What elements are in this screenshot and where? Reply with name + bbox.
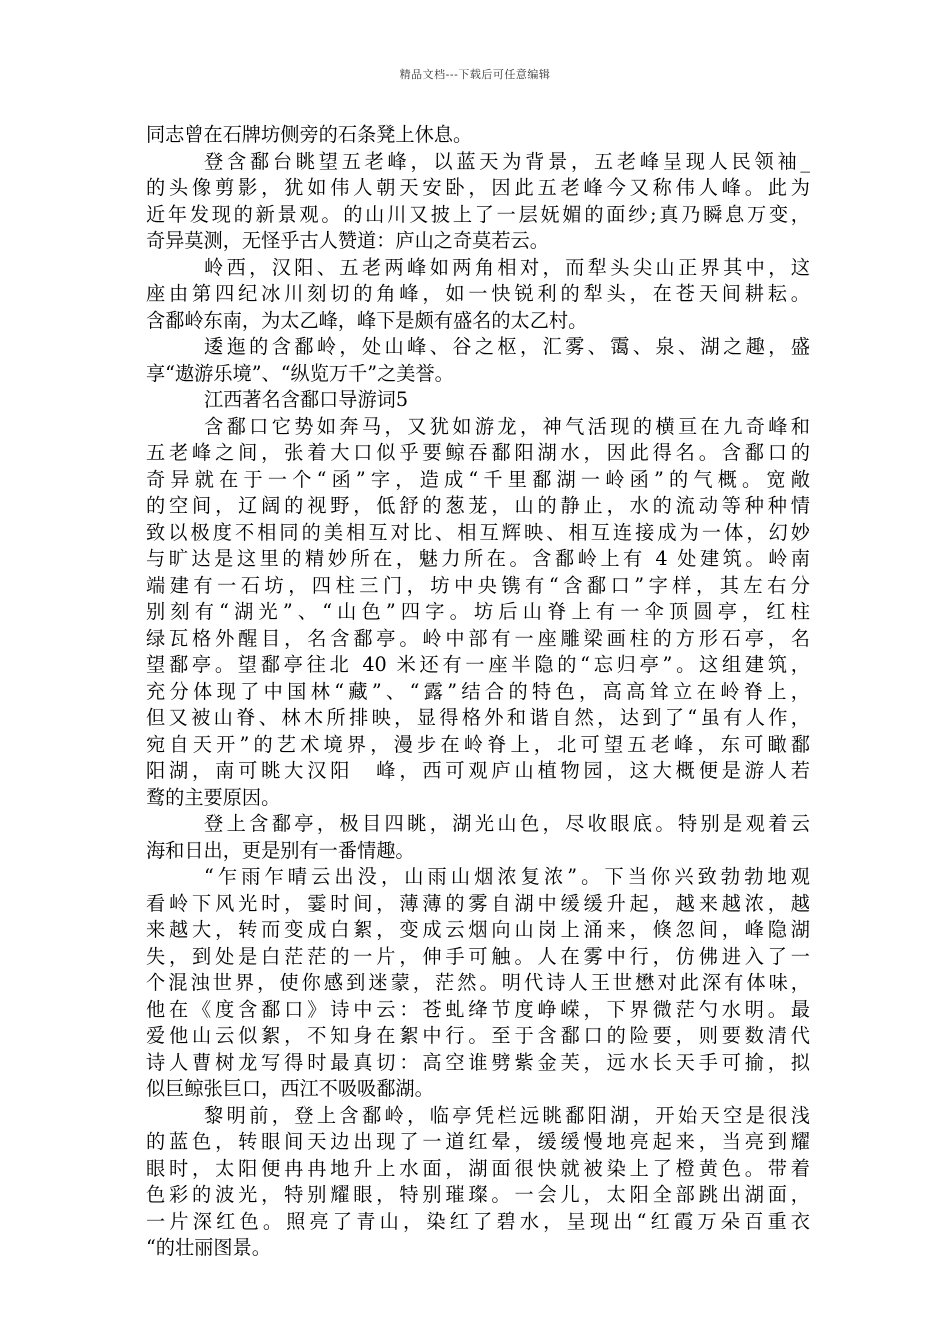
text-line: 的头像剪影，犹如伟人朝天安卧，因此五老峰今又称伟人峰。此为 (146, 176, 810, 199)
paragraph (146, 122, 810, 149)
text-line: 江西著名含鄱口导游词5 (204, 388, 409, 411)
text-line: 来越大，转而变成白絮，变成云烟向山岗上涌来，倏忽间，峰隐湖 (146, 918, 810, 941)
text-line: 近年发现的新景观。的山川又披上了一层妩媚的面纱;真乃瞬息万变， (146, 202, 810, 226)
text-line: 阳湖，南可眺大汉阳 峰，西可观庐山植物园，这大概便是游人若 (146, 759, 810, 782)
section-heading (146, 387, 810, 414)
text-line: 含鄱岭东南，为太乙峰，峰下是颇有盛名的太乙村。 (146, 308, 588, 332)
page-header: 精品文档---下载后可任意编辑 (399, 68, 551, 81)
text-line: 与旷达是这里的精妙所在，魅力所在。含鄱岭上有 4 处建筑。岭南 (146, 547, 810, 570)
text-line: 似巨鲸张巨口，西江不吸吸鄱湖。 (146, 1077, 434, 1100)
text-line: 看岭下风光时，霎时间，薄薄的雾自湖中缓缓升起，越来越浓，越 (146, 891, 810, 915)
text-line: 奇异莫测，无怪乎古人赞道：庐山之奇莫若云。 (146, 229, 549, 252)
text-line: 鹜的主要原因。 (146, 785, 281, 809)
text-line: 五老峰之间，张着大口似乎要鲸吞鄱阳湖水，因此得名。含鄱口的 (146, 441, 810, 464)
text-line: 绿瓦格外醒目，名含鄱亭。岭中部有一座雕梁画柱的方形石亭，名 (146, 626, 810, 650)
text-line: 同志曾在石牌坊侧旁的石条凳上休息。 (146, 123, 473, 146)
text-line: 享“遨游乐境”、“纵览万千”之美誉。 (146, 361, 454, 385)
text-line: 望鄱亭。望鄱亭往北 40 米还有一座半隐的“忘归亭”。这组建筑， (146, 653, 810, 676)
text-line: 的蓝色，转眼间天边出现了一道红晕，缓缓慢地亮起来，当亮到耀 (146, 1130, 810, 1153)
text-line: 一片深红色。照亮了青山，染红了碧水，呈现出“红霞万朵百重衣 (146, 1209, 810, 1233)
text-line: 色彩的波光，特别耀眼，特别璀璨。一会儿，太阳全部跳出湖面， (146, 1183, 810, 1206)
text-line: 岭西，汉阳、五老两峰如两角相对，而犁头尖山正界其中，这 (204, 255, 810, 279)
text-line: 他在《度含鄱口》诗中云：苍虬绛节度峥嵘，下界微茫勺水明。最 (146, 997, 810, 1021)
text-line: 致以极度不相同的美相互对比、相互辉映、相互连接成为一体，幻妙 (146, 520, 810, 544)
paragraph (146, 811, 810, 864)
text-line: 别刻有“湖光”、“山色”四字。坊后山脊上有一伞顶圆亭，红柱 (146, 600, 810, 623)
paragraph (146, 414, 810, 812)
text-line: 黎明前，登上含鄱岭，临亭凭栏远眺鄱阳湖，开始天空是很浅 (204, 1103, 810, 1127)
paragraph (146, 1103, 810, 1262)
text-line: “的壮丽图景。 (146, 1236, 271, 1259)
text-line: 爱他山云似絮，不知身在絮中行。至于含鄱口的险要，则要数清代 (146, 1024, 810, 1047)
paragraph (146, 149, 810, 255)
text-line: 的空间，辽阔的视野，低舒的葱茏，山的静止，水的流动等种种情 (146, 494, 810, 517)
text-line: 海和日出，更是别有一番情趣。 (146, 838, 415, 862)
text-line: 登含鄱台眺望五老峰，以蓝天为背景，五老峰呈现人民领袖_ (204, 149, 810, 173)
paragraph (146, 864, 810, 1103)
text-line: 端建有一石坊，四柱三门，坊中央镌有“含鄱口”字样，其左右分 (146, 573, 810, 597)
text-line: 个混浊世界，使你感到迷蒙，茫然。明代诗人王世懋对此深有体味， (146, 971, 810, 994)
paragraph (146, 334, 810, 387)
text-line: 充分体现了中国林“藏”、“露”结合的特色，高高耸立在岭脊上， (146, 679, 810, 703)
document-body (146, 122, 810, 1262)
text-line: 登上含鄱亭，极目四眺，湖光山色，尽收眼底。特别是观着云 (204, 812, 810, 835)
text-line: “乍雨乍晴云出没，山雨山烟浓复浓”。下当你兴致勃勃地观 (204, 865, 810, 888)
paragraph (146, 255, 810, 335)
text-line: 诗人曹树龙写得时最真切：高空谁劈紫金芙，远水长天手可揄，拟 (146, 1050, 810, 1074)
text-line: 座由第四纪冰川刻切的角峰，如一快锐利的犁头，在苍天间耕耘。 (146, 282, 810, 305)
text-line: 眼时，太阳便冉冉地升上水面，湖面很快就被染上了橙黄色。带着 (146, 1156, 810, 1180)
text-line: 奇异就在于一个“函”字，造成“千里鄱湖一岭函”的气概。宽敞 (146, 467, 810, 491)
text-line: 宛自天开”的艺术境界，漫步在岭脊上，北可望五老峰，东可瞰鄱 (146, 732, 810, 756)
text-line: 含鄱口它势如奔马，又犹如游龙，神气活现的横亘在九奇峰和 (204, 414, 810, 438)
text-line: 逶迤的含鄱岭，处山峰、谷之枢，汇雾、霭、泉、湖之趣，盛 (204, 335, 810, 358)
text-line: 但又被山脊、林木所排映，显得格外和谐自然，达到了“虽有人作， (146, 706, 810, 729)
text-line: 失，到处是白茫茫的一片，伸手可触。人在雾中行，仿佛进入了一 (146, 944, 810, 968)
